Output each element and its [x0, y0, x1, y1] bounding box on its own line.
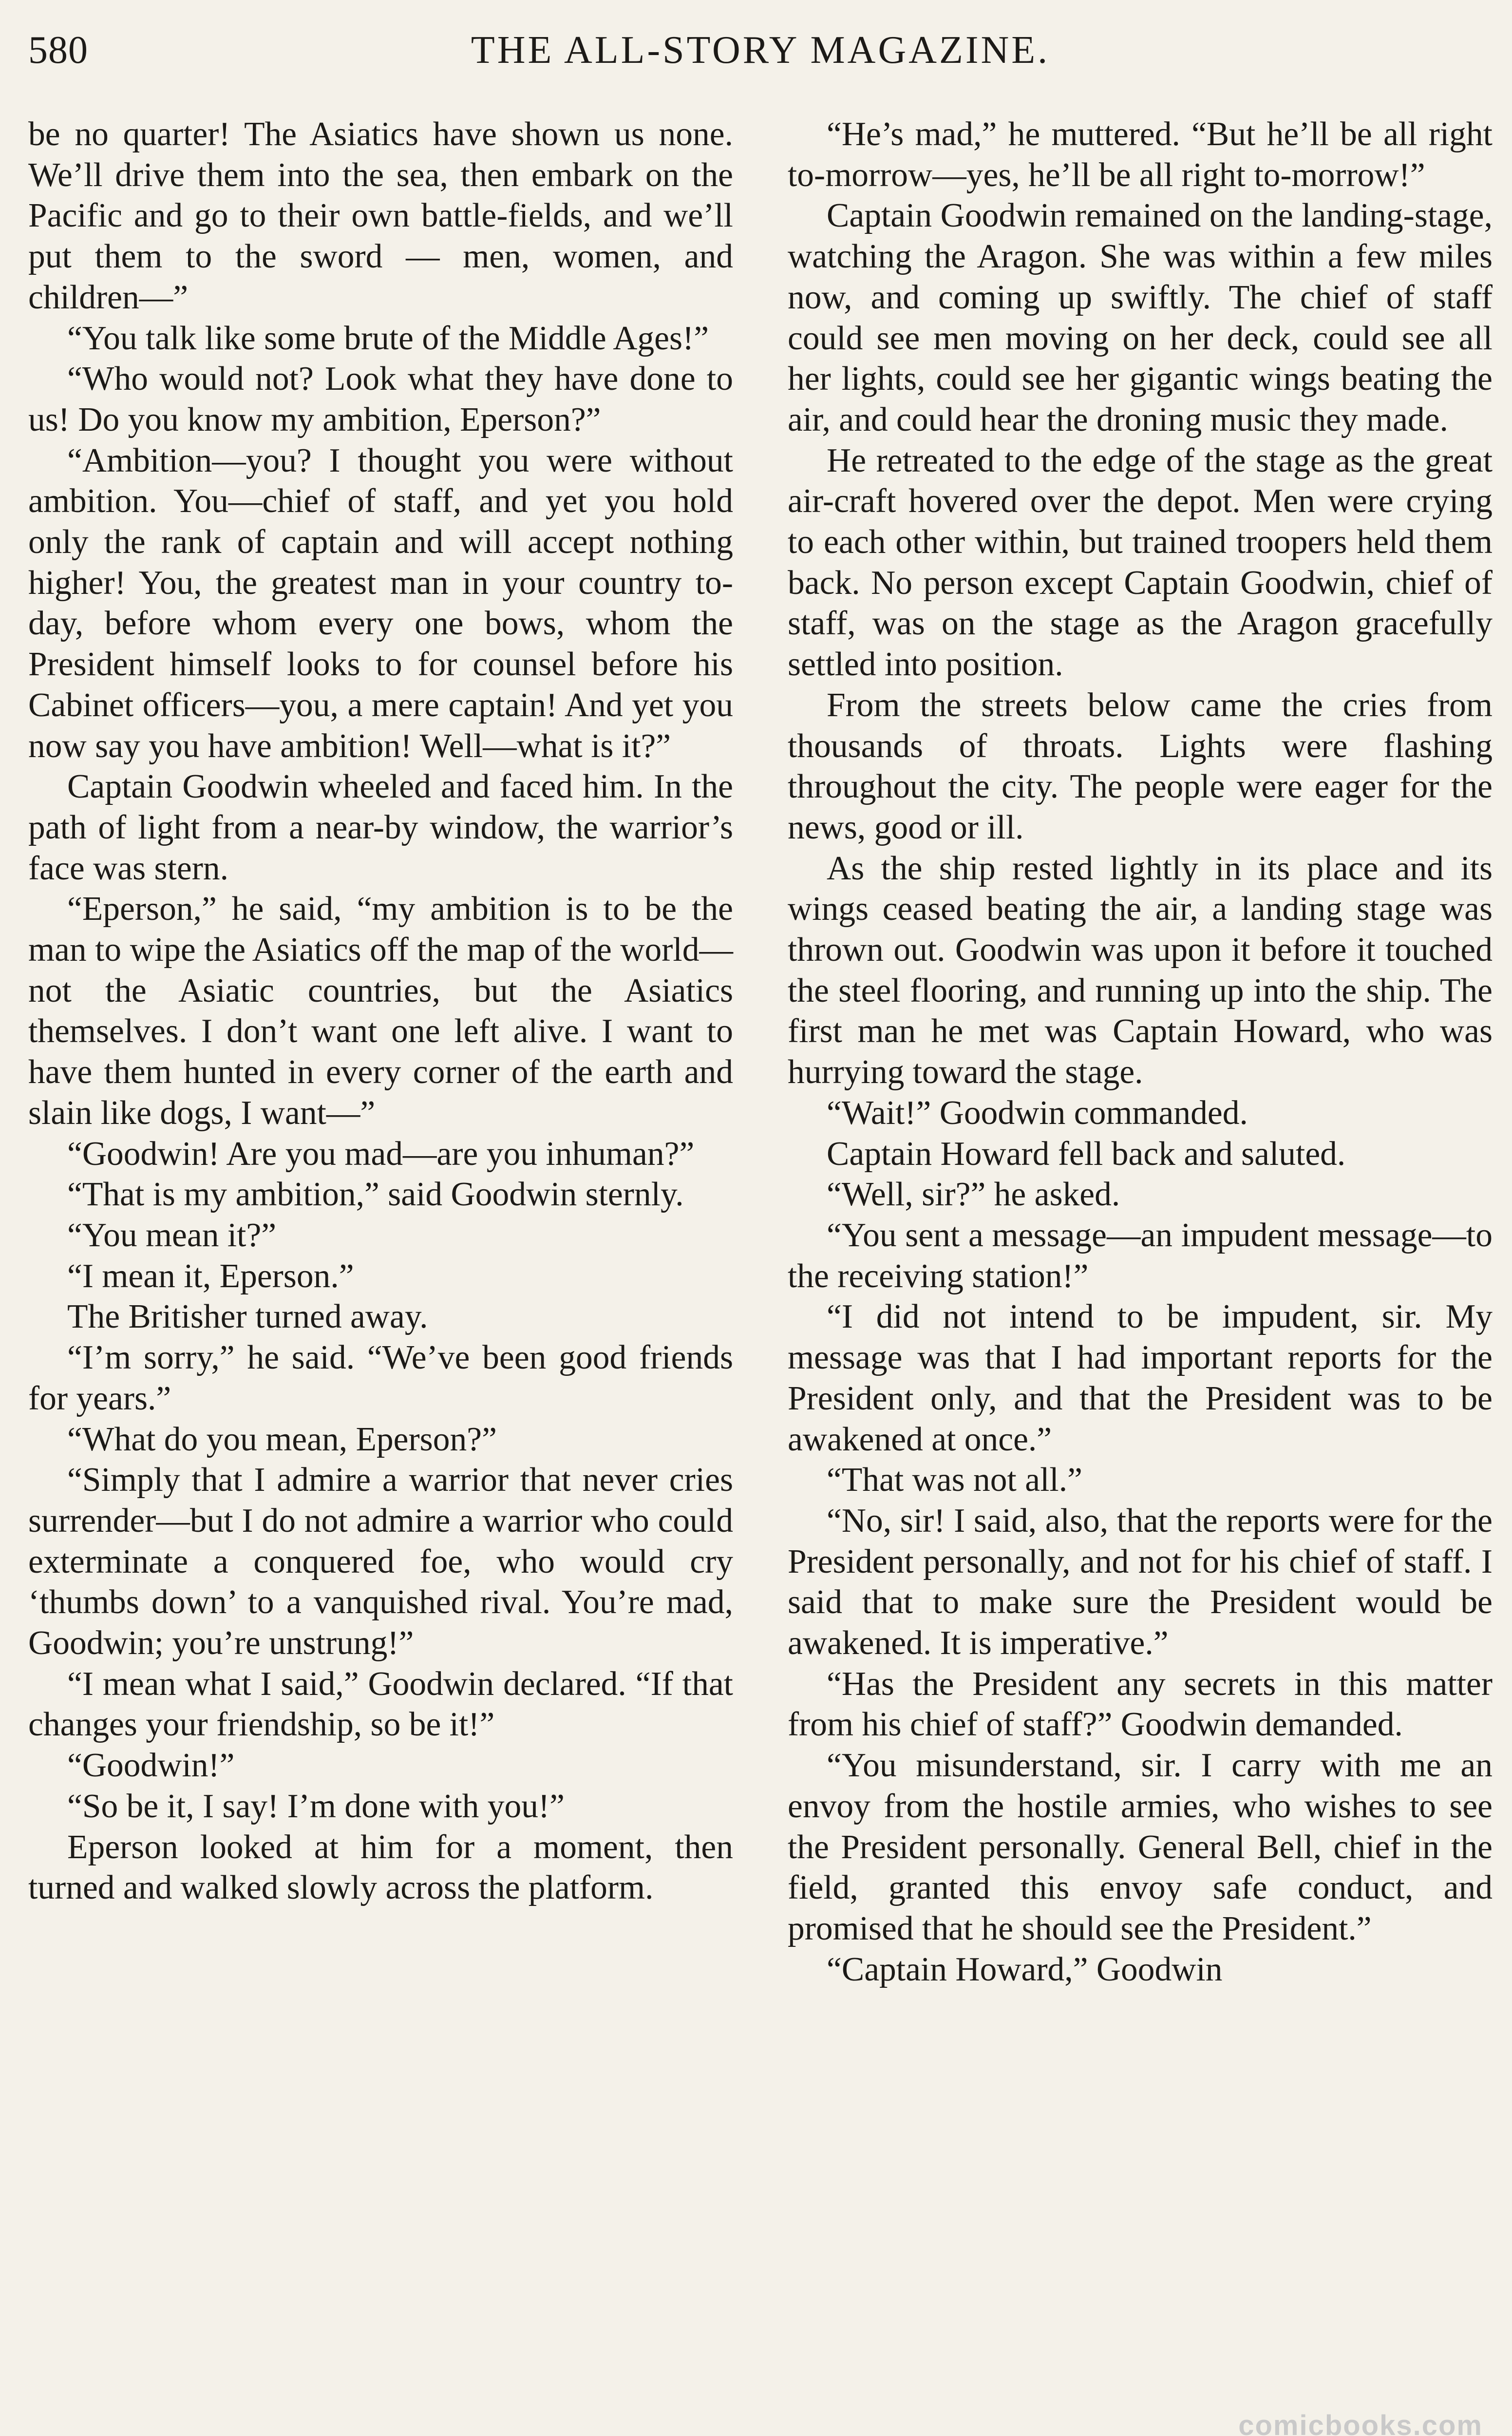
paragraph: “So be it, I say! I’m done with you!” — [67, 1787, 565, 1825]
paragraph: “You sent a message—an impudent message—to the receiving station!” — [788, 1216, 1493, 1295]
paragraph: Eperson looked at him for a moment, then turned and walked slowly across the platform. — [28, 1828, 733, 1907]
paragraph: Captain Goodwin remained on the landing-stage, watching the Aragon. She was within a few miles now, and coming up swiftly. The chief of staff could see men moving on her deck, could see all her lights, could see her gigantic wings beating the air, and could hear the droning music they made. — [788, 197, 1493, 438]
paragraph: “Goodwin! Are you mad—are you inhuman?” — [67, 1135, 695, 1173]
page-number: 580 — [28, 29, 88, 72]
paragraph: “Eperson,” he said, “my ambition is to be the man to wipe the Asiatics off the map of the world—not the Asiatic countries, but the Asiatics themselves. I don’t want one left alive. I want to have them hunted in every corner of the earth and slain like dogs, I want—” — [28, 890, 733, 1132]
paragraph: “He’s mad,” he muttered. “But he’ll be all right to-morrow—yes, he’ll be all right to-morrow!” — [788, 115, 1493, 194]
paragraph: From the streets below came the cries from thousands of throats. Lights were flashing throughout the city. The people were eager for the news, good or ill. — [788, 686, 1493, 846]
paragraph: “Ambition—you? I thought you were without ambition. You—chief of staff, and yet you hold only the rank of captain and will accept nothing higher! You, the greatest man in your country to-day, before whom every one bows, whom the President himself looks to for counsel before his Cabinet officers—you, a mere captain! And yet you now say you have ambition! Well—what is it?” — [28, 441, 733, 765]
page-header — [28, 19, 1493, 73]
paragraph: He retreated to the edge of the stage as the great air-craft hovered over the depot. Men were crying to each other within, but trained troopers held them back. No person except Captain Goodwin, chief of staff, was on the stage as the Aragon gracefully settled into position. — [788, 441, 1493, 684]
paragraph: “Wait!” Goodwin commanded. — [827, 1094, 1248, 1132]
paragraph: “Well, sir?” he asked. — [827, 1176, 1120, 1214]
paragraph: The Britisher turned away. — [67, 1298, 428, 1336]
paragraph: “Who would not? Look what they have done to us! Do you know my ambition, Eperson?” — [28, 360, 733, 438]
paragraph: be no quarter! The Asiatics have shown us none. We’ll drive them into the sea, then embark on the Pacific and go to their own battle-fields, and we’ll put them to the sword — men, women, and children—” — [28, 115, 733, 316]
paragraph: As the ship rested lightly in its place and its wings ceased beating the air, a landing stage was thrown out. Goodwin was upon it before it touched the steel flooring, and running up into the ship. The first man he met was Captain Howard, who was hurrying toward the stage. — [788, 849, 1493, 1091]
paragraph: “Goodwin!” — [67, 1747, 235, 1785]
site-watermark: comicbooks.com — [1238, 2410, 1483, 2436]
right-column — [788, 114, 1493, 1990]
paragraph: “Has the President any secrets in this matter from his chief of staff?” Goodwin demanded. — [788, 1665, 1493, 1744]
paragraph: “What do you mean, Eperson?” — [67, 1420, 497, 1458]
text-columns — [28, 114, 1493, 1990]
paragraph: “I did not intend to be impudent, sir. My message was that I had important reports for the President only, and that the President was to be awakened at once.” — [788, 1298, 1493, 1458]
paragraph: “No, sir! I said, also, that the reports were for the President personally, and not for his chief of staff. I said that to make sure the President would be awakened. It is imperative.” — [788, 1502, 1493, 1662]
paragraph: “Captain Howard,” Goodwin — [827, 1950, 1223, 1988]
paragraph: “You talk like some brute of the Middle Ages!” — [67, 319, 709, 357]
paragraph: “I mean it, Eperson.” — [67, 1257, 354, 1295]
paragraph: Captain Howard fell back and saluted. — [827, 1135, 1346, 1173]
running-title: THE ALL-STORY MAGAZINE. — [471, 29, 1050, 72]
paragraph: “That was not all.” — [827, 1461, 1082, 1499]
paragraph: “You mean it?” — [67, 1216, 277, 1254]
paragraph: Captain Goodwin wheeled and faced him. In the path of light from a near-by window, the warrior’s face was stern. — [28, 768, 733, 887]
paragraph: “I mean what I said,” Goodwin declared. “If that changes your friendship, so be it!” — [28, 1665, 733, 1744]
left-column — [28, 114, 733, 1990]
paragraph: “You misunderstand, sir. I carry with me an envoy from the hostile armies, who wishes to see the President personally. General Bell, chief in the field, granted this envoy safe conduct, and promised that he should see the President.” — [788, 1747, 1493, 1947]
paragraph: “I’m sorry,” he said. “We’ve been good friends for years.” — [28, 1339, 733, 1417]
paragraph: “That is my ambition,” said Goodwin sternly. — [67, 1176, 684, 1214]
paragraph: “Simply that I admire a warrior that never cries surrender—but I do not admire a warrior who could exterminate a conquered foe, who would cry ‘thumbs down’ to a vanquished rival. You’re mad, Goodwin; you’re unstrung!” — [28, 1461, 733, 1662]
